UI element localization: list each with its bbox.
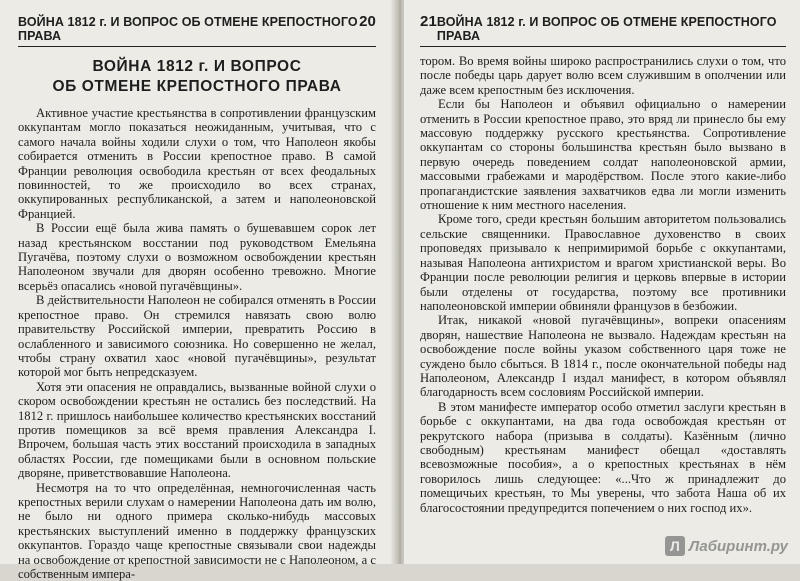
watermark-logo-icon: Л bbox=[665, 536, 685, 556]
paragraph: Хотя эти опасения не оправдались, вызванные войной слухи о скором освобождении крестьян не остались без последствий. На 1812 г. пришлось наибольшее количество крестьянских восстаний против помещиков за всё время правления Александра I. Впрочем, большая часть этих восстаний происходила в западных областях России, где помещиками были в основном польские дворяне, приветствовавшие Наполеона. bbox=[18, 379, 376, 481]
running-head-left bbox=[18, 0, 376, 47]
chapter-title-line-1: ВОЙНА 1812 г. И ВОПРОС bbox=[92, 58, 302, 75]
right-page-text bbox=[420, 54, 786, 515]
right-page bbox=[404, 0, 800, 564]
paragraph: Несмотря на то что определённая, немногочисленная часть крепостных верили слухам о намерении Наполеона дать им волю, не было ни одного примера сколько-нибудь массовых крестьянских выступлений именно в поддержку французских оккупантов. Гораздо чаще крепостные связывали свои надежды на освобождение от крепостной зависимости не с Наполеоном, а с собственным импера- bbox=[18, 480, 376, 581]
paragraph: Если бы Наполеон и объявил официально о намерении отменить в России крепостное право, это вряд ли принесло бы ему массовую поддержку русского крестьянства. Сопротивление оккупантам со стороны большинства крестьян было вызвано в первую очередь поведением солдат наполеоновской армии, массовыми грабежами и мародёрством. После этого какие-либо пропагандистские заявления захватчиков едва ли могли изменить отношение к ним местного населения. bbox=[420, 97, 786, 213]
running-head-title: ВОЙНА 1812 г. И ВОПРОС ОБ ОТМЕНЕ КРЕПОСТНОГО ПРАВА bbox=[18, 15, 358, 43]
chapter-title-line-2: ОБ ОТМЕНЕ КРЕПОСТНОГО ПРАВА bbox=[52, 78, 342, 95]
left-page bbox=[0, 0, 396, 581]
paragraph: Кроме того, среди крестьян большим авторитетом пользовались сельские священники. Православное духовенство в своих проповедях призывало к непримиримой борьбе с оккупантами, называя Наполеона антихристом и врагом христианской веры. Во Франции после революции религия и церковь впервые в истории были отделены от государства, поэтому все противники наполеоновской империи обвиняли французов в безбожии. bbox=[420, 212, 786, 313]
running-head-title: ВОЙНА 1812 г. И ВОПРОС ОБ ОТМЕНЕ КРЕПОСТНОГО ПРАВА bbox=[436, 15, 777, 43]
watermark-text: Лабиринт.ру bbox=[688, 537, 788, 555]
chapter-title bbox=[18, 57, 376, 97]
page-number-right: 21 bbox=[420, 13, 437, 30]
left-page-text bbox=[18, 106, 376, 581]
watermark bbox=[665, 536, 788, 556]
running-head-right bbox=[420, 0, 786, 47]
continued-paragraph: тором. Во время войны широко распространились слухи о том, что после победы царь дарует волю всем служившим в ополчении или даже всем крепостным без исключения. bbox=[420, 54, 786, 97]
paragraph: В действительности Наполеон не собирался отменять в России крепостное право. Он стремился навязать свою волю правительству Российской империи, превратить Россию в ослабленного и зависимого союзника. Но совершенно не желал, чтобы страну охватил хаос «новой пугачёвщины», результат которой мог быть непредсказуем. bbox=[18, 293, 376, 380]
paragraph: В этом манифесте император особо отметил заслуги крестьян в борьбе с оккупантами, на два года освобождая крестьян от рекрутского набора (призыва в солдаты). Казённым (лично свободным) крестьянам манифест обещал «доставлять всевозможные пособия», а о крепостных крестьянах в нём говорилось лишь следующее: «...Что ж принадлежит до помещичьих крестьян, то Мы уверены, что забота Наша об их благосостоянии предупредится попечением о них господ их». bbox=[420, 399, 786, 515]
paragraph: В России ещё была жива память о бушевавшем сорок лет назад крестьянском восстании под руководством Емельяна Пугачёва, поэтому слухи о возможном освобождении крестьян Наполеоном звучали для дворян особенно тревожно. Многие всерьёз опасались «новой пугачёвщины». bbox=[18, 221, 376, 293]
paragraph: Активное участие крестьянства в сопротивлении французским оккупантам могло показаться неожиданным, учитывая, что с самого начала войны ходили слухи о том, что Наполеон якобы собирается отменить в России крепостное право. В самой Франции революция освободила крестьян от всех феодальных повинностей, то же происходило во всех странах, оккупированных республиканской, а затем и наполеоновской Францией. bbox=[18, 106, 376, 221]
paragraph: Итак, никакой «новой пугачёвщины», вопреки опасениям дворян, нашествие Наполеона не вызвало. Надеждам крестьян на освобождение после войны указом собственного царя тоже не суждено было сбыться. В 1814 г., после окончательной победы над Наполеоном, Александр I издал манифест, в котором объявлял благодарность всем сословиям Российской империи. bbox=[420, 313, 786, 400]
page-number-left: 20 bbox=[359, 13, 376, 30]
